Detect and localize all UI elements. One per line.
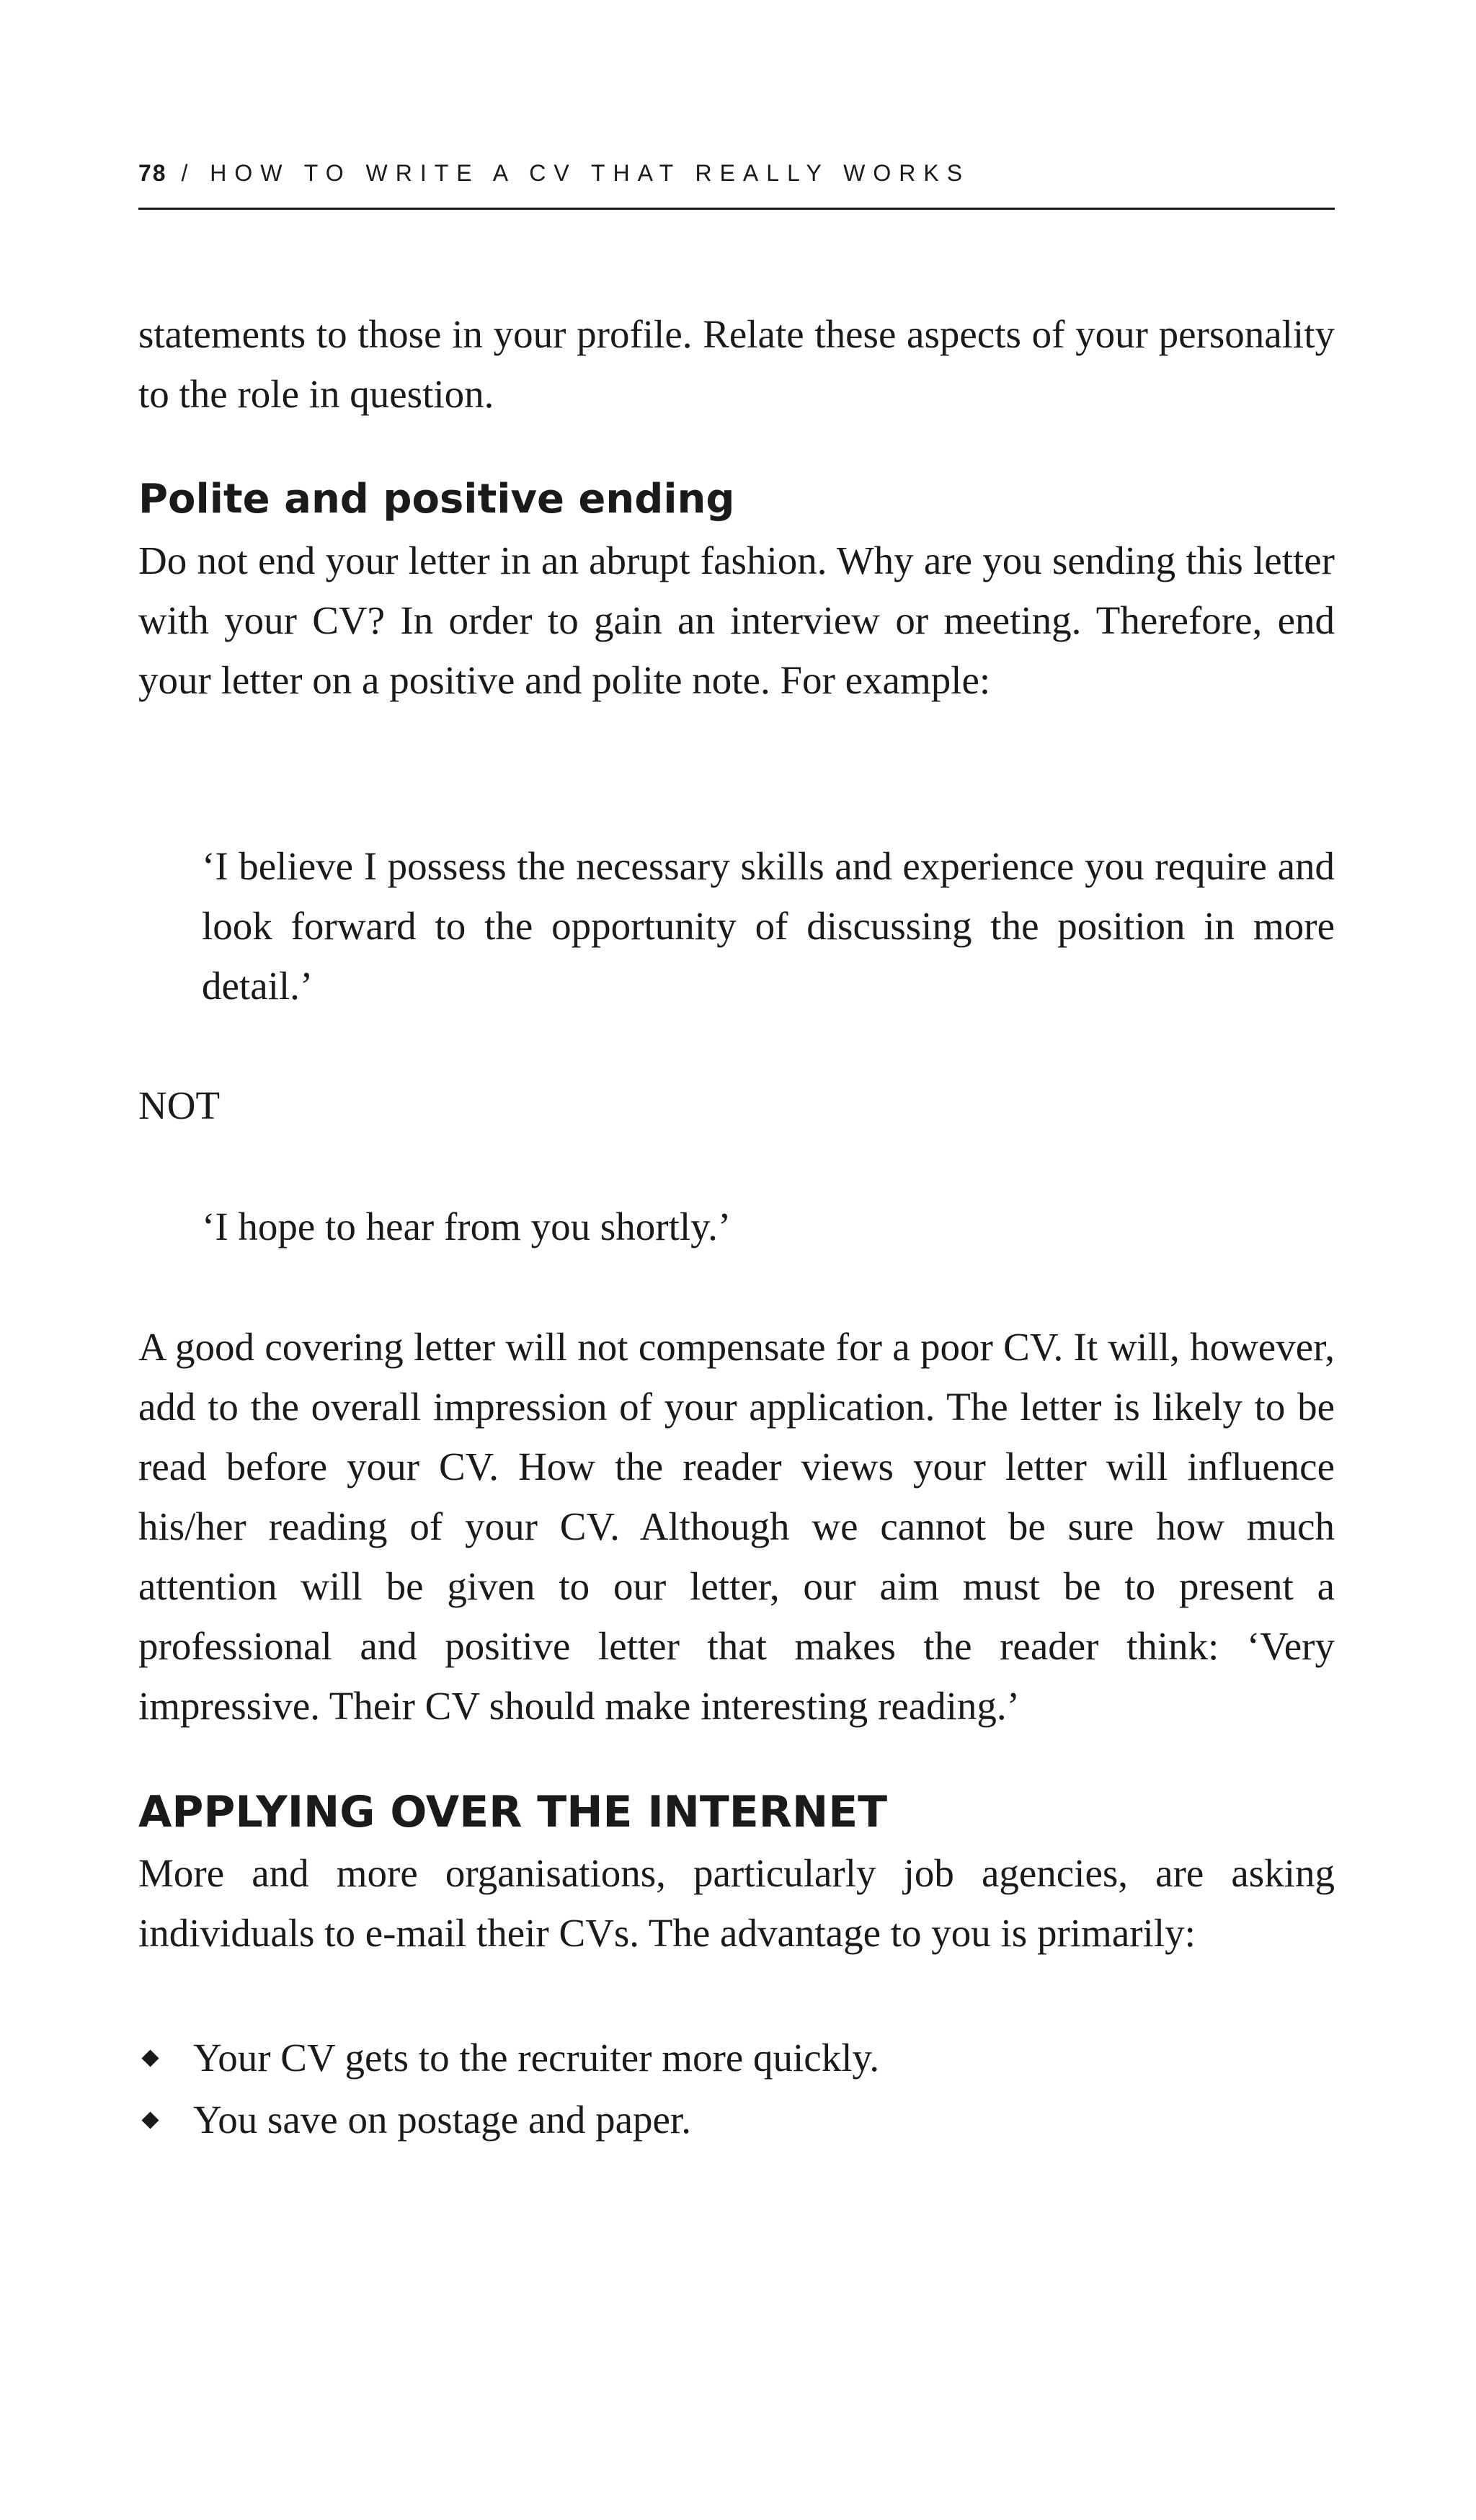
polite-ending-paragraph: Do not end your letter in an abrupt fashion. Why are you sending this letter with your CV? In order to gain an interview or meeting. Therefore, end your letter on a positive and polite note. For example:	[138, 538, 1335, 702]
list-item	[138, 2027, 1335, 2089]
list-item	[138, 2089, 1335, 2151]
diamond-bullet-icon	[141, 2049, 159, 2067]
section-heading-polite-ending: Polite and positive ending	[138, 476, 735, 523]
running-header	[138, 160, 1335, 187]
book-page	[138, 0, 1335, 2520]
example-bad-quote: ‘I hope to hear from you shortly.’	[202, 1204, 732, 1248]
running-title: / HOW TO WRITE A CV THAT REALLY WORKS	[166, 160, 971, 186]
example-good-quote: ‘I believe I possess the necessary skills and experience you require and look forward to the opportunity of discussing the position in more detail.’	[202, 844, 1335, 1008]
header-rule	[138, 208, 1335, 210]
continuation-paragraph: statements to those in your profile. Relate these aspects of your personality to the role in question.	[138, 312, 1335, 416]
list-item-text: Your CV gets to the recruiter more quickly.	[193, 2036, 880, 2080]
list-item-text: You save on postage and paper.	[193, 2098, 691, 2142]
internet-paragraph: More and more organisations, particularly job agencies, are asking individuals to e-mail their CVs. The advantage to you is primarily:	[138, 1851, 1335, 1955]
covering-letter-paragraph: A good covering letter will not compensate for a poor CV. It will, however, add to the overall impression of your application. The letter is likely to be read before your CV. How the reader views your letter will influence his/her reading of your CV. Although we cannot be sure how much attention will be given to our letter, our aim must be to present a professional and positive letter that makes the reader think: ‘Very impressive. Their CV should make interesting reading.’	[138, 1325, 1335, 1728]
section-heading-applying-internet: APPLYING OVER THE INTERNET	[138, 1787, 888, 1837]
diamond-bullet-icon	[141, 2111, 159, 2129]
page-number: 78	[138, 160, 167, 186]
not-label: NOT	[138, 1083, 221, 1127]
advantages-list	[138, 2027, 1335, 2151]
